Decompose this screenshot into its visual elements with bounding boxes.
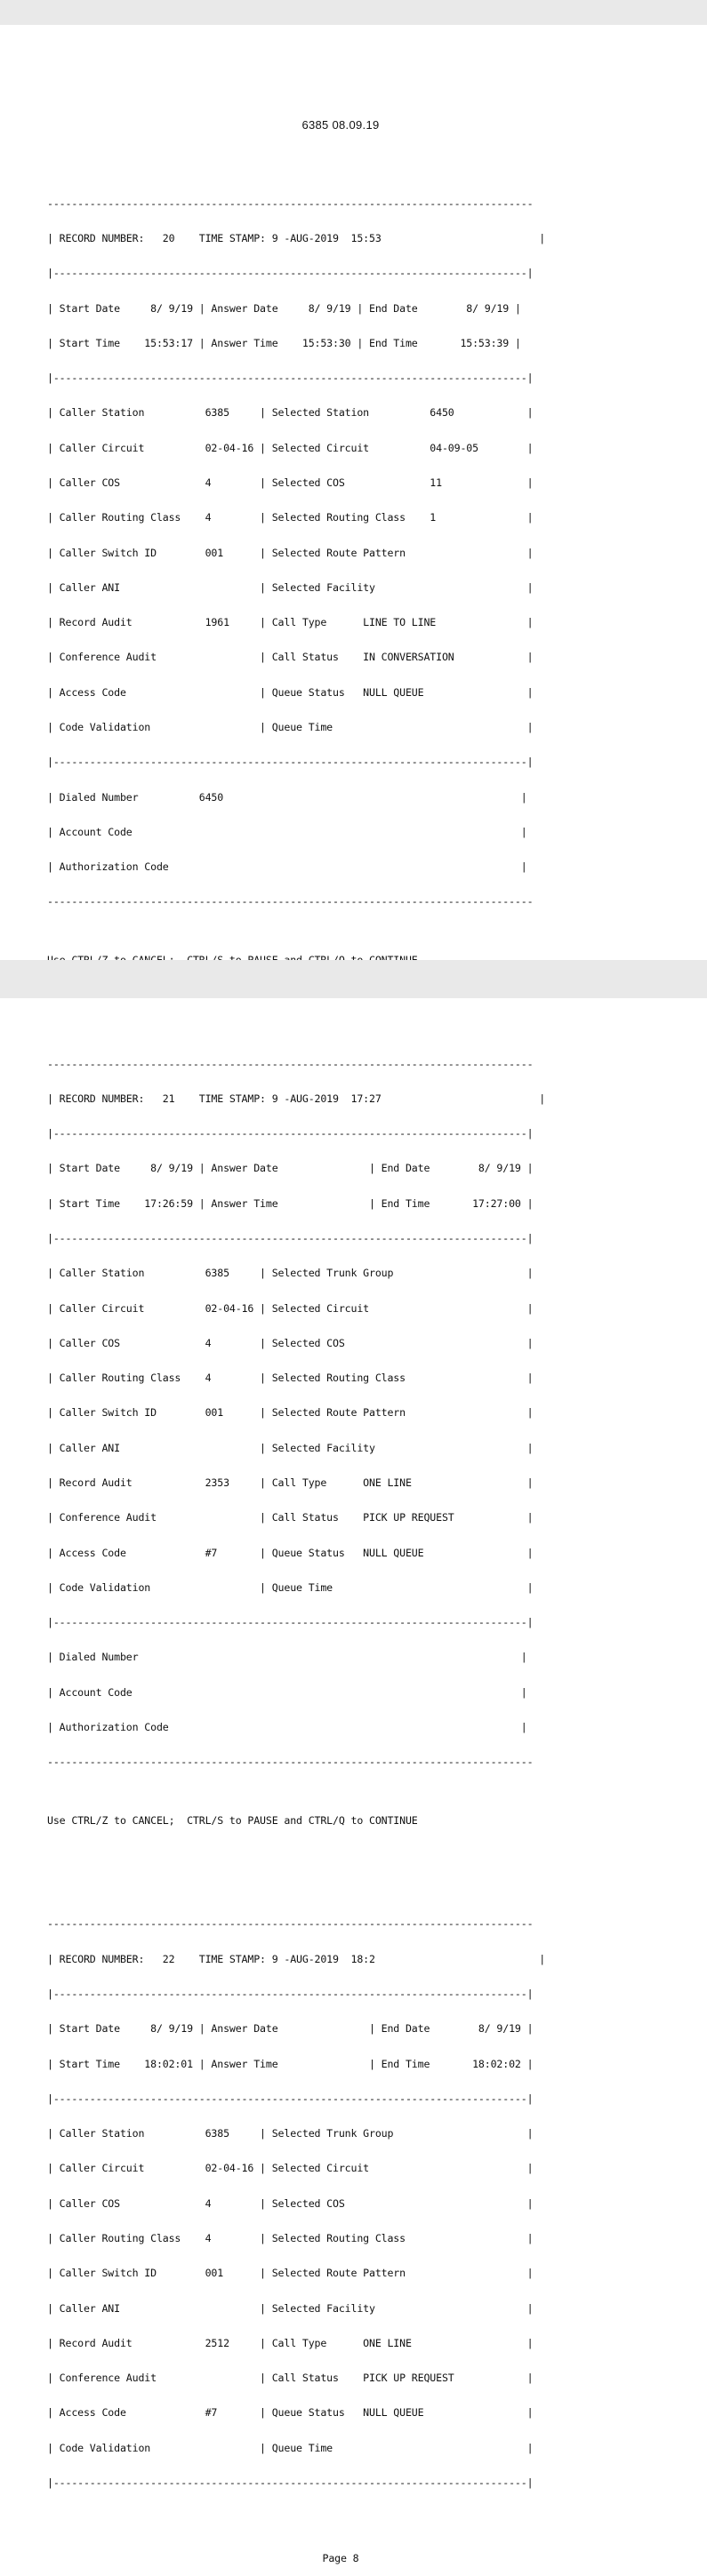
- record-line: |------------------------------------------------------------------------------|: [47, 756, 534, 769]
- record-line: | Start Date 8/ 9/19 | Answer Date | End Date 8/ 9/19 |: [47, 2022, 534, 2036]
- record-line: |------------------------------------------------------------------------------|: [47, 2476, 534, 2489]
- record-line: | Caller Station 6385 | Selected Trunk Group |: [47, 1267, 534, 1280]
- record-line: | Record Audit 2353 | Call Type ONE LINE |: [47, 1476, 534, 1489]
- bottom-scan-band: [0, 960, 707, 998]
- record-line: | Access Code #7 | Queue Status NULL QUEUE |: [47, 2406, 534, 2420]
- record-line: | Start Time 17:26:59 | Answer Time | End Time 17:27:00 |: [47, 1196, 534, 1210]
- record-line: | Start Time 15:53:17 | Answer Time 15:53:30 | End Time 15:53:39 |: [47, 336, 521, 349]
- record-line: --------------------------------------------------------------------------------: [47, 895, 534, 908]
- record-line: | Code Validation | Queue Time |: [47, 2441, 534, 2454]
- record-line: | RECORD NUMBER: 21 TIME STAMP: 9 -AUG-2019 17:27 |: [47, 1092, 546, 1105]
- record-block-21: [47, 1035, 634, 1791]
- record-line: | Caller Circuit 02-04-16 | Selected Circuit |: [47, 2162, 534, 2175]
- prompt-line: Use CTRL/Z to CANCEL; CTRL/S to PAUSE and CTRL/Q to CONTINUE: [47, 1813, 418, 1827]
- record-line: | Caller COS 4 | Selected COS |: [47, 2196, 534, 2210]
- record-line: | Caller Switch ID 001 | Selected Route Pattern |: [47, 2267, 534, 2280]
- record-block-20: [47, 175, 634, 932]
- record-line: | Record Audit 2512 | Call Type ONE LINE |: [47, 2336, 534, 2349]
- record-block-22: [47, 1895, 634, 2512]
- record-line: |------------------------------------------------------------------------------|: [47, 372, 534, 385]
- record-line: | Start Date 8/ 9/19 | Answer Date | End Date 8/ 9/19 |: [47, 1162, 534, 1175]
- record-line: | Caller Switch ID 001 | Selected Route Pattern |: [47, 1406, 534, 1420]
- record-line: | Caller ANI | Selected Facility |: [47, 580, 534, 594]
- record-line: | RECORD NUMBER: 20 TIME STAMP: 9 -AUG-2019 15:53 |: [47, 232, 546, 245]
- record-line: | RECORD NUMBER: 22 TIME STAMP: 9 -AUG-2019 18:2 |: [47, 1952, 546, 1965]
- record-line: | Caller COS 4 | Selected COS 11 |: [47, 476, 534, 489]
- record-line: --------------------------------------------------------------------------------: [47, 196, 534, 210]
- page-title: 6385 08.09.19: [301, 118, 380, 132]
- record-line: |------------------------------------------------------------------------------|: [47, 1232, 534, 1244]
- record-line: |------------------------------------------------------------------------------|: [47, 1616, 534, 1629]
- document-page: [47, 87, 634, 2576]
- record-line: | Caller Routing Class 4 | Selected Routing Class 1 |: [47, 511, 534, 524]
- record-line: |------------------------------------------------------------------------------|: [47, 1127, 534, 1140]
- record-line: | Access Code #7 | Queue Status NULL QUEUE |: [47, 1546, 534, 1559]
- record-line: |------------------------------------------------------------------------------|: [47, 2092, 534, 2105]
- record-line: | Account Code |: [47, 825, 527, 838]
- record-line: | Conference Audit | Call Status PICK UP REQUEST |: [47, 2372, 534, 2385]
- record-line: | Caller Circuit 02-04-16 | Selected Circuit 04-09-05 |: [47, 441, 534, 454]
- record-line: | Caller Station 6385 | Selected Trunk Group |: [47, 2127, 534, 2140]
- record-line: | Caller Switch ID 001 | Selected Route Pattern |: [47, 546, 534, 559]
- record-line: | Access Code | Queue Status NULL QUEUE |: [47, 685, 534, 699]
- record-line: | Caller ANI | Selected Facility |: [47, 1441, 534, 1454]
- record-line: | Code Validation | Queue Time |: [47, 1580, 534, 1594]
- record-line: --------------------------------------------------------------------------------: [47, 1917, 534, 1931]
- top-scan-band: [0, 0, 707, 25]
- record-line: | Caller Circuit 02-04-16 | Selected Circuit |: [47, 1301, 534, 1315]
- record-line: | Authorization Code |: [47, 1720, 527, 1733]
- record-line: | Caller Station 6385 | Selected Station 6450 |: [47, 406, 534, 420]
- record-line: | Record Audit 1961 | Call Type LINE TO LINE |: [47, 616, 534, 629]
- record-line: | Caller ANI | Selected Facility |: [47, 2301, 534, 2315]
- record-line: | Code Validation | Queue Time |: [47, 720, 534, 733]
- record-line: | Account Code |: [47, 1685, 527, 1699]
- record-line: | Caller Routing Class 4 | Selected Routing Class |: [47, 1372, 534, 1385]
- record-line: --------------------------------------------------------------------------------: [47, 1756, 534, 1769]
- record-line: | Start Time 18:02:01 | Answer Time | End Time 18:02:02 |: [47, 2057, 534, 2070]
- page-number: Page 8: [322, 2551, 359, 2564]
- record-line: | Dialed Number |: [47, 1651, 527, 1664]
- record-line: --------------------------------------------------------------------------------: [47, 1057, 534, 1070]
- record-line: |------------------------------------------------------------------------------|: [47, 1988, 534, 2000]
- record-line: | Conference Audit | Call Status PICK UP REQUEST |: [47, 1511, 534, 1524]
- record-line: | Caller Routing Class 4 | Selected Routing Class |: [47, 2231, 534, 2244]
- record-line: | Caller COS 4 | Selected COS |: [47, 1336, 534, 1349]
- record-line: | Authorization Code |: [47, 860, 527, 874]
- record-line: |------------------------------------------------------------------------------|: [47, 267, 534, 280]
- record-line: | Conference Audit | Call Status IN CONVERSATION |: [47, 651, 534, 664]
- record-line: | Dialed Number 6450 |: [47, 790, 527, 804]
- record-line: | Start Date 8/ 9/19 | Answer Date 8/ 9/19 | End Date 8/ 9/19 |: [47, 301, 521, 315]
